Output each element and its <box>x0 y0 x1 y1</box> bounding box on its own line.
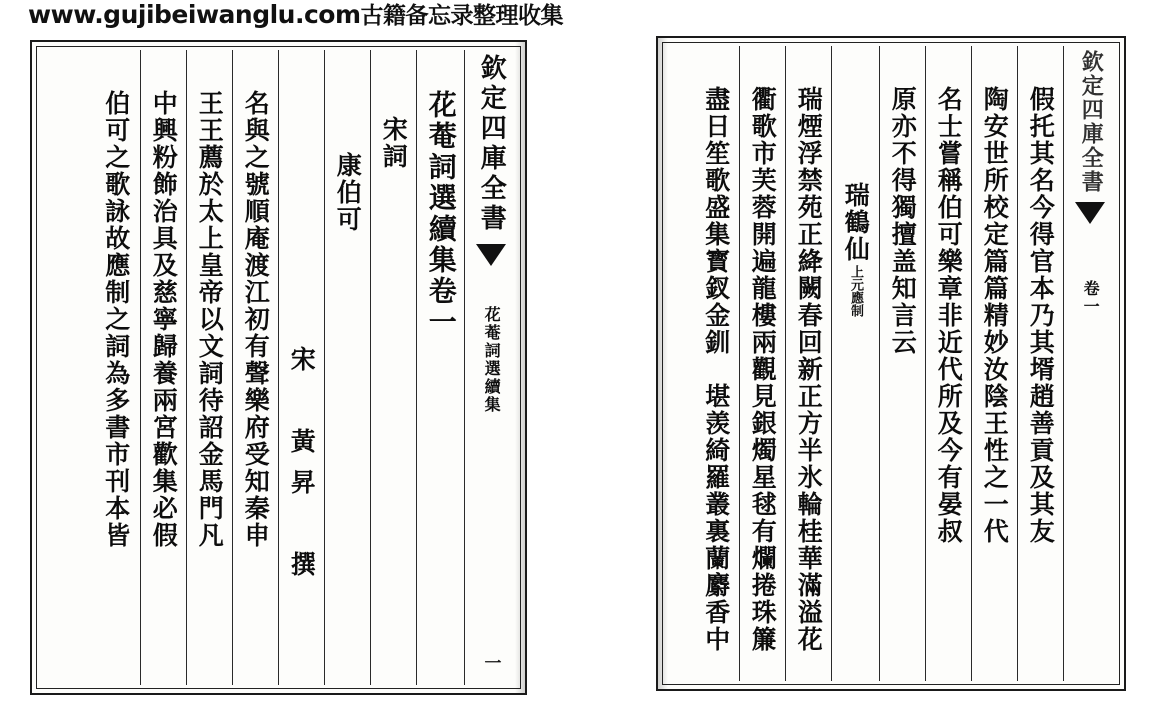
right-col-lyric-3 <box>693 46 739 681</box>
right-col-body-4-text: 原亦不得獨擅盖知言云 <box>888 86 918 356</box>
right-col-tune-title <box>831 46 879 681</box>
right-col-body-1 <box>1017 46 1063 681</box>
right-col-lyric-2-text: 衢歌市芙蓉開遍龍樓兩觀見銀燭星毬有爛捲珠簾 <box>748 86 778 653</box>
left-col-body-1 <box>232 50 278 685</box>
left-col-author-name <box>324 50 370 685</box>
right-col-body-2 <box>971 46 1017 681</box>
right-col-body-3-text: 名士嘗稱伯可樂章非近代所及今有晏叔 <box>934 86 964 545</box>
right-spine-title: 欽定四庫全書 <box>1078 50 1104 194</box>
site-watermark <box>28 2 563 28</box>
left-page-number: 一 <box>480 654 501 671</box>
right-col-lyric-3-text: 盡日笙歌盛集寳釵金釧 堪羡綺羅叢裏蘭麝香中 <box>701 86 731 653</box>
right-col-body-4 <box>879 46 925 681</box>
left-page-scan <box>30 40 527 695</box>
left-col-body-3 <box>140 50 186 685</box>
right-col-body-1-text: 假托其名今得官本乃其壻趙善貢及其友 <box>1026 86 1056 545</box>
right-page-columns <box>666 46 1116 681</box>
left-col-body-1-text: 名與之號順庵渡江初有聲樂府受知秦申 <box>241 90 271 549</box>
left-col-body-2-text: 王王薦於太上皇帝以文詞待詔金馬門凡 <box>195 90 225 549</box>
right-volume-label: 卷一 <box>1081 280 1101 316</box>
left-col-title <box>416 50 464 685</box>
left-col-songci <box>370 50 416 685</box>
left-col-compiler <box>278 50 324 685</box>
left-side-label: 花菴詞選續集 <box>482 306 502 414</box>
fishtail-icon <box>1075 202 1105 224</box>
left-col-songci-text: 宋詞 <box>379 116 409 170</box>
left-col-body-2 <box>186 50 232 685</box>
right-col-tune-note: 上元應制 <box>848 265 863 317</box>
left-page-spine <box>464 50 517 685</box>
left-col-compiler-text: 宋 黃昇 撰 <box>287 346 317 592</box>
left-page-columns <box>40 50 517 685</box>
right-col-lyric-1-text: 瑞煙浮禁苑正絳闕春回新正方半氷輪桂華滿溢花 <box>794 86 824 653</box>
watermark-cjk: 古籍备忘录整理收集 <box>360 3 564 29</box>
left-col-body-4-text: 伯可之歌詠故應制之詞為多書市刊本皆 <box>101 90 131 549</box>
left-spine-title: 欽定四庫全書 <box>476 54 507 234</box>
right-col-body-3 <box>925 46 971 681</box>
right-col-lyric-2 <box>739 46 785 681</box>
right-col-body-2-text: 陶安世所校定篇篇精妙汝陰王性之一代 <box>980 86 1010 545</box>
left-col-title-text: 花菴詞選續集卷一 <box>424 90 458 338</box>
watermark-url: www.gujibeiwanglu.com <box>28 0 361 29</box>
left-col-author-name-text: 康伯可 <box>333 152 363 233</box>
left-col-body-4 <box>92 50 140 685</box>
right-page-scan <box>656 36 1126 691</box>
right-page-spine <box>1063 46 1116 681</box>
fishtail-icon <box>476 244 506 266</box>
left-col-body-3-text: 中興粉飾治具及慈寧歸養兩宮歡集必假 <box>149 90 179 549</box>
right-col-lyric-1 <box>785 46 831 681</box>
right-col-tune-title-text: 瑞鶴仙 <box>841 182 871 263</box>
